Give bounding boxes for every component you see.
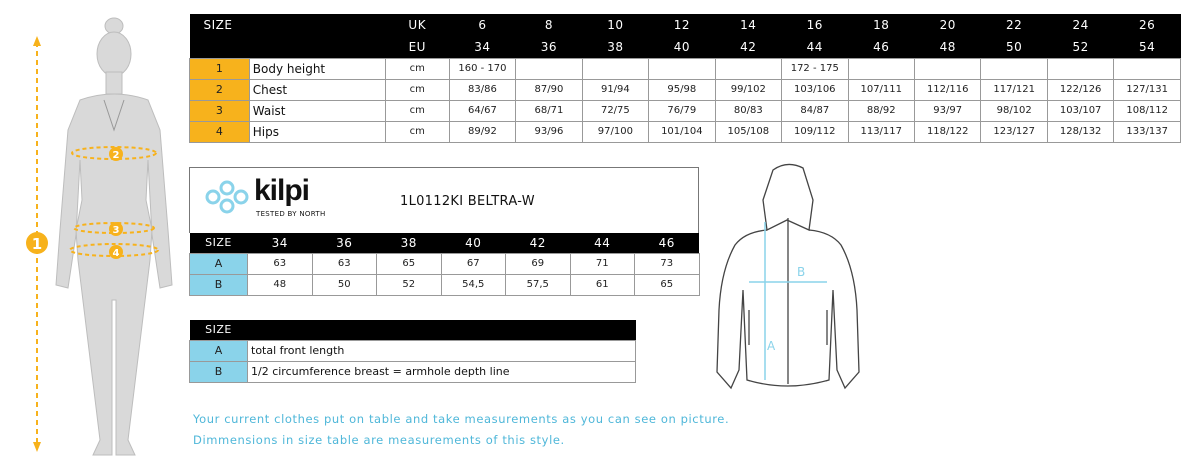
row-label: Waist (249, 101, 385, 122)
table-cell: 57,5 (506, 275, 571, 296)
eu-size: 54 (1114, 36, 1181, 59)
table-cell: 91/94 (582, 80, 648, 101)
style-size: 40 (441, 233, 506, 254)
table-cell: 93/96 (516, 122, 582, 143)
row-unit: cm (385, 101, 449, 122)
legend-row-a (190, 341, 636, 362)
eu-size: 40 (649, 36, 715, 59)
table-cell: 133/137 (1114, 122, 1181, 143)
row-number: 3 (190, 101, 250, 122)
legend-text: 1/2 circumference breast = armhole depth line (248, 362, 636, 383)
style-size-header (190, 233, 700, 254)
eu-size: 38 (582, 36, 648, 59)
table-cell: 98/102 (981, 101, 1047, 122)
table-cell: 97/100 (582, 122, 648, 143)
uk-size: 18 (848, 14, 914, 36)
legend-header-empty (248, 320, 636, 341)
legend-table (189, 320, 636, 383)
row-label: Chest (249, 80, 385, 101)
table-cell: 61 (570, 275, 635, 296)
eu-size: 34 (449, 36, 515, 59)
table-cell: 118/122 (914, 122, 980, 143)
eu-size: 50 (981, 36, 1047, 59)
table-cell (914, 59, 980, 80)
size-table (189, 14, 1181, 143)
table-cell: 89/92 (449, 122, 515, 143)
row-label: Body height (249, 59, 385, 80)
style-code: 1L0112KI BELTRA-W (400, 194, 535, 209)
table-cell: 71 (570, 254, 635, 275)
eu-size: 48 (914, 36, 980, 59)
row-unit: cm (385, 122, 449, 143)
uk-size: 14 (715, 14, 781, 36)
jacket-label-a: A (767, 339, 776, 353)
table-cell: 64/67 (449, 101, 515, 122)
table-cell: 109/112 (782, 122, 848, 143)
table-cell: 103/107 (1047, 101, 1113, 122)
legend-label: SIZE (190, 320, 248, 341)
table-cell (981, 59, 1047, 80)
style-row-a (190, 254, 700, 275)
table-cell (516, 59, 582, 80)
row-unit: cm (385, 59, 449, 80)
table-cell: 99/102 (715, 80, 781, 101)
style-size: 44 (570, 233, 635, 254)
row-label: Hips (249, 122, 385, 143)
table-cell: 123/127 (981, 122, 1047, 143)
row-key: A (190, 341, 248, 362)
table-cell: 52 (377, 275, 442, 296)
table-cell: 103/106 (782, 80, 848, 101)
row-number: 4 (190, 122, 250, 143)
table-cell (649, 59, 715, 80)
style-size-table (189, 233, 700, 296)
uk-size: 20 (914, 14, 980, 36)
table-cell: 128/132 (1047, 122, 1113, 143)
jacket-label-b: B (797, 265, 806, 279)
height-marker (26, 232, 48, 254)
legend-row-b (190, 362, 636, 383)
system-uk: UK (385, 14, 449, 36)
table-cell: 68/71 (516, 101, 582, 122)
table-cell: 48 (248, 275, 313, 296)
table-cell (1047, 59, 1113, 80)
note-measure: Your current clothes put on table and take measurements as you can see on picture. (193, 412, 730, 426)
uk-size: 8 (516, 14, 582, 36)
table-cell: 101/104 (649, 122, 715, 143)
kilpi-logo-icon (204, 180, 250, 214)
table-cell: 84/87 (782, 101, 848, 122)
uk-size: 16 (782, 14, 848, 36)
eu-size: 36 (516, 36, 582, 59)
table-cell: 113/117 (848, 122, 914, 143)
uk-size: 22 (981, 14, 1047, 36)
table-cell: 72/75 (582, 101, 648, 122)
system-eu: EU (385, 36, 449, 59)
table-cell: 83/86 (449, 80, 515, 101)
style-size: 34 (248, 233, 313, 254)
table-cell (715, 59, 781, 80)
style-size: 42 (506, 233, 571, 254)
table-cell: 50 (312, 275, 377, 296)
eu-size: 46 (848, 36, 914, 59)
uk-size: 26 (1114, 14, 1181, 36)
table-cell (848, 59, 914, 80)
table-cell: 63 (312, 254, 377, 275)
table-cell: 65 (377, 254, 442, 275)
brand-tagline: TESTED BY NORTH (256, 210, 326, 218)
uk-size: 12 (649, 14, 715, 36)
style-size-label: SIZE (190, 233, 248, 254)
size-header-eu (190, 36, 1181, 59)
marker-1: 1 (31, 235, 43, 253)
table-cell: 87/90 (516, 80, 582, 101)
uk-size: 24 (1047, 14, 1113, 36)
size-label-empty (190, 36, 386, 59)
table-cell: 54,5 (441, 275, 506, 296)
row-number: 1 (190, 59, 250, 80)
hips-marker (109, 245, 123, 259)
table-cell: 172 - 175 (782, 59, 848, 80)
marker-4: 4 (112, 248, 120, 259)
brand-header (189, 167, 699, 233)
note-dimensions: Dimmensions in size table are measurements of this style. (193, 433, 565, 447)
table-cell: 67 (441, 254, 506, 275)
jacket-illustration (705, 160, 870, 400)
table-cell: 95/98 (649, 80, 715, 101)
table-cell: 76/79 (649, 101, 715, 122)
legend-text: total front length (248, 341, 636, 362)
row-key: A (190, 254, 248, 275)
marker-2: 2 (112, 150, 120, 161)
eu-size: 42 (715, 36, 781, 59)
table-cell: 65 (635, 275, 700, 296)
table-cell: 112/116 (914, 80, 980, 101)
style-row-b (190, 275, 700, 296)
table-cell: 117/121 (981, 80, 1047, 101)
table-cell: 63 (248, 254, 313, 275)
waist-marker (109, 222, 123, 236)
table-cell: 73 (635, 254, 700, 275)
chest-marker (109, 147, 123, 161)
table-cell (582, 59, 648, 80)
row-body-height (190, 59, 1181, 80)
table-cell: 122/126 (1047, 80, 1113, 101)
table-cell: 160 - 170 (449, 59, 515, 80)
size-header-uk (190, 14, 1181, 36)
style-size: 36 (312, 233, 377, 254)
size-label: SIZE (190, 14, 386, 36)
table-cell: 88/92 (848, 101, 914, 122)
table-cell: 127/131 (1114, 80, 1181, 101)
row-number: 2 (190, 80, 250, 101)
marker-3: 3 (112, 225, 120, 236)
table-cell: 107/111 (848, 80, 914, 101)
table-cell (1114, 59, 1181, 80)
row-hips (190, 122, 1181, 143)
table-cell: 80/83 (715, 101, 781, 122)
brand-name: kilpi (254, 174, 310, 207)
table-cell: 105/108 (715, 122, 781, 143)
eu-size: 44 (782, 36, 848, 59)
table-cell: 93/97 (914, 101, 980, 122)
table-cell: 69 (506, 254, 571, 275)
row-waist (190, 101, 1181, 122)
style-size: 46 (635, 233, 700, 254)
eu-size: 52 (1047, 36, 1113, 59)
row-unit: cm (385, 80, 449, 101)
style-size: 38 (377, 233, 442, 254)
row-chest (190, 80, 1181, 101)
legend-header (190, 320, 636, 341)
table-cell: 108/112 (1114, 101, 1181, 122)
row-key: B (190, 362, 248, 383)
body-figure-illustration (0, 0, 185, 470)
uk-size: 10 (582, 14, 648, 36)
row-key: B (190, 275, 248, 296)
uk-size: 6 (449, 14, 515, 36)
